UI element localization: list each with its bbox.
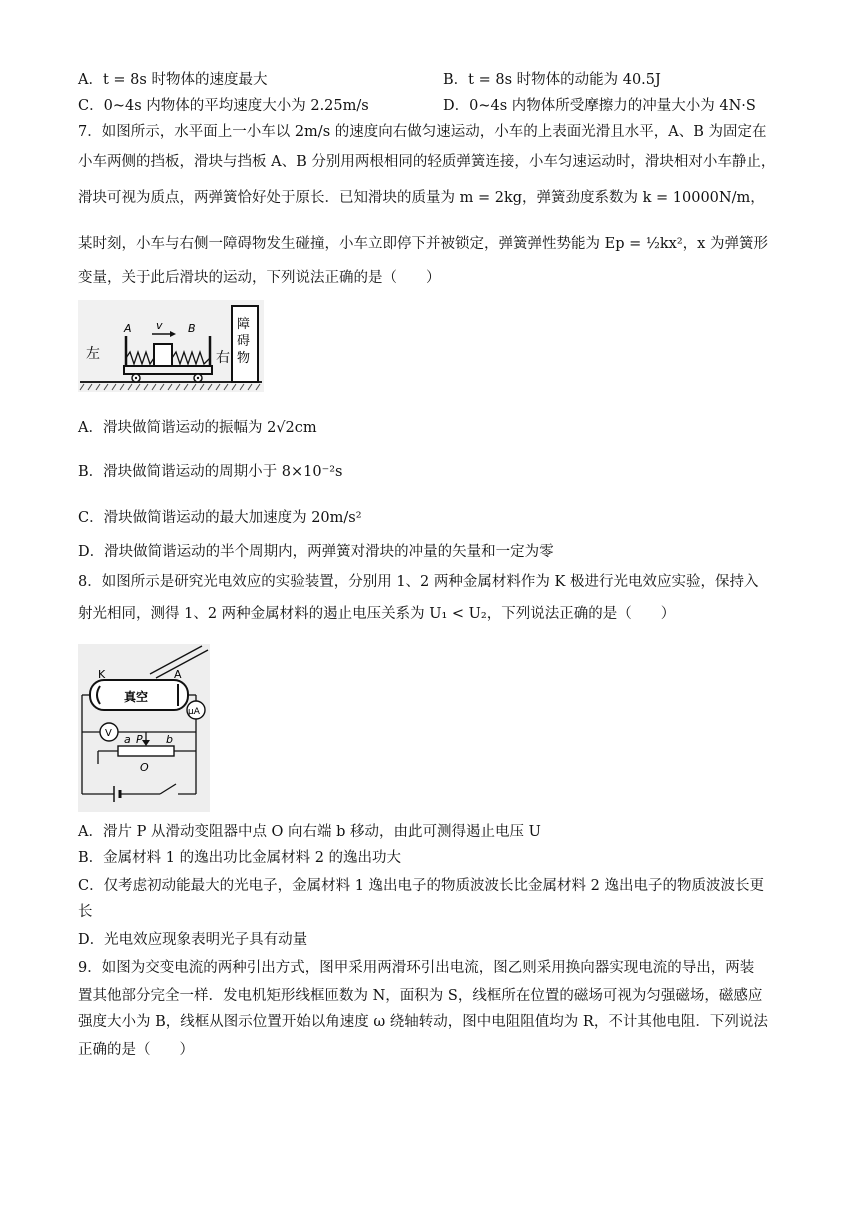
q8-rheostat-a-label: a [124,733,131,746]
q7-option-c: C．滑块做简谐运动的最大加速度为 20m/s² [78,510,362,526]
q8-voltmeter-label: V [105,728,112,739]
q9-stem-line-4: 正确的是（ ） [78,1042,194,1058]
q8-option-a: A．滑片 P 从滑动变阻器中点 O 向右端 b 移动，由此可测得遏止电压 U [78,824,541,840]
q7-option-b: B．滑块做简谐运动的周期小于 8×10⁻²s [78,464,343,480]
q7-cart-figure [78,300,264,392]
q8-slider-p-label: P [136,733,143,746]
q9-stem-line-3: 强度大小为 B，线框从图示位置开始以角速度 ω 绕轴转动，图中电阻阻值均为 R，不计其他电阻．下列说法 [78,1014,768,1030]
q9-stem-line-2: 置其他部分完全一样．发电机矩形线框匝数为 N，面积为 S，线框所在位置的磁场可视为匀强磁场，磁感应 [78,988,763,1004]
q7-stem-line-3: 滑块可视为质点，两弹簧恰好处于原长．已知滑块的质量为 m = 2kg，弹簧劲度系数为 k = 10000N/m， [78,190,765,206]
q7-right-label: 右 [216,350,230,366]
q8-option-b: B．金属材料 1 的逸出功比金属材料 2 的逸出功大 [78,850,402,866]
q7-stem-line-2: 小车两侧的挡板，滑块与挡板 A、B 分别用两根相同的轻质弹簧连接，小车匀速运动时，滑块相对小车静止， [78,154,776,170]
q8-stem-line-2: 射光相同，测得 1、2 两种金属材料的遏止电压关系为 U₁ < U₂，下列说法正确的是（ ） [78,606,676,622]
q7-obstacle-char-3: 物 [237,351,251,366]
q8-anode-label: A [174,668,182,681]
q7-velocity-label: v [156,319,163,332]
q8-midpoint-o-label: O [140,761,149,774]
q8-option-d: D．光电效应现象表明光子具有动量 [78,932,308,948]
q7-plate-a-label: A [124,322,132,335]
q6-option-a: A．t = 8s 时物体的速度最大 [78,72,268,88]
q6-option-b: B．t = 8s 时物体的动能为 40.5J [443,72,661,88]
q8-option-c-line-2: 长 [78,904,93,920]
q6-option-d: D．0~4s 内物体所受摩擦力的冲量大小为 4N·S [443,98,756,114]
q8-option-c-line-1: C．仅考虑初动能最大的光电子，金属材料 1 逸出电子的物质波波长比金属材料 2 逸出电子的物质波波长更 [78,878,764,894]
q7-stem-line-4: 某时刻，小车与右侧一障碍物发生碰撞，小车立即停下并被锁定，弹簧弹性势能为 Ep = ½kx²，x 为弹簧形 [78,236,768,252]
q7-stem-line-5: 变量，关于此后滑块的运动，下列说法正确的是（ ） [78,270,441,286]
q7-stem-line-1: 7．如图所示，水平面上一小车以 2m/s 的速度向右做匀速运动，小车的上表面光滑且水平，A、B 为固定在 [78,124,767,140]
q7-left-label: 左 [86,346,100,362]
q9-stem-line-1: 9．如图为交变电流的两种引出方式，图甲采用两滑环引出电流，图乙则采用换向器实现电流的导出，两装 [78,960,755,976]
q8-vacuum-label: 真空 [124,690,149,704]
q8-circuit-figure [78,644,210,812]
q7-obstacle-char-1: 障 [237,317,251,332]
q8-cathode-label: K [98,668,106,681]
q8-stem-line-1: 8．如图所示是研究光电效应的实验装置，分别用 1、2 两种金属材料作为 K 极进行光电效应实验，保持入 [78,574,759,590]
q6-option-c: C．0~4s 内物体的平均速度大小为 2.25m/s [78,98,369,114]
q7-obstacle-char-2: 碍 [237,334,251,349]
q8-microammeter-label: μA [188,707,200,717]
q8-rheostat-b-label: b [166,733,173,746]
q7-option-a: A．滑块做简谐运动的振幅为 2√2cm [78,420,317,436]
q7-option-d: D．滑块做简谐运动的半个周期内，两弹簧对滑块的冲量的矢量和一定为零 [78,544,554,560]
q7-plate-b-label: B [188,322,196,335]
